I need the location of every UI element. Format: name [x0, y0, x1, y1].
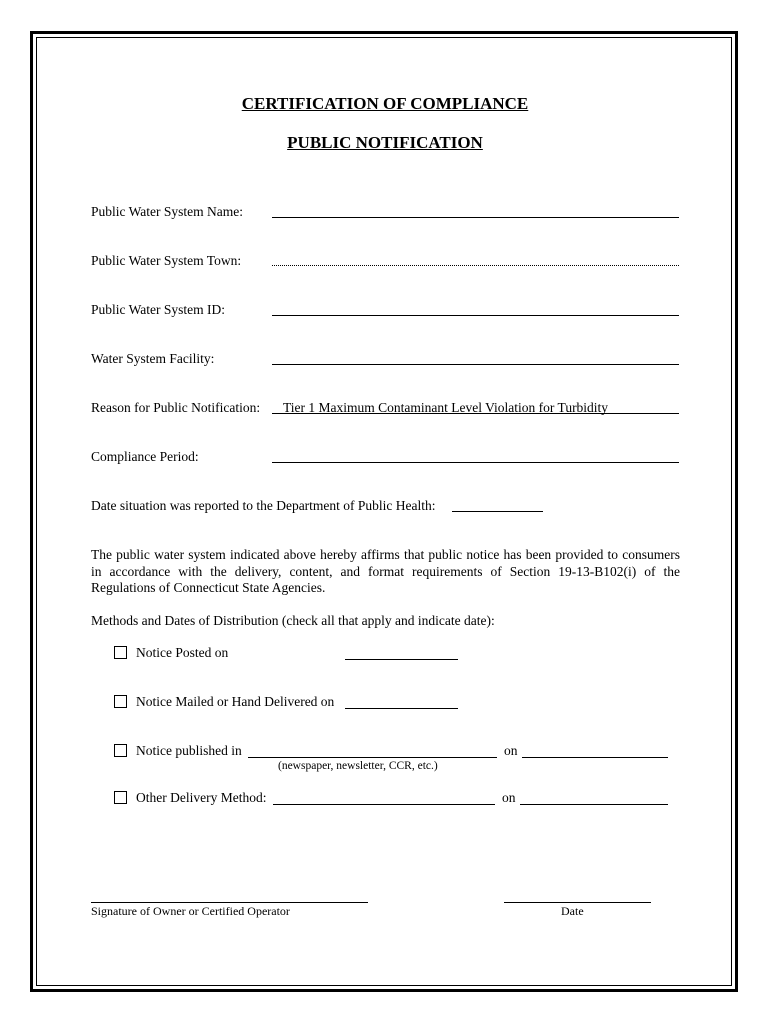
field-line-reason[interactable] — [272, 413, 679, 414]
published-label: Notice published in — [136, 743, 242, 758]
posted-label: Notice Posted on — [136, 645, 229, 660]
published-in-line[interactable] — [248, 757, 497, 758]
methods-heading: Methods and Dates of Distribution (check all that apply and indicate date): — [91, 613, 495, 628]
other-date-line[interactable] — [520, 804, 668, 805]
date-reported-label: Date situation was reported to the Department of Public Health: — [91, 498, 436, 513]
signature-date-line[interactable] — [504, 902, 651, 903]
published-date-line[interactable] — [522, 757, 668, 758]
field-label-reason: Reason for Public Notification: — [91, 400, 261, 415]
field-line-compliance-period[interactable] — [272, 462, 679, 463]
posted-date-line[interactable] — [345, 659, 458, 660]
signature-label: Signature of Owner or Certified Operator — [91, 904, 290, 918]
field-line-system-town[interactable] — [272, 265, 679, 266]
mailed-label: Notice Mailed or Hand Delivered on — [136, 694, 335, 709]
other-method-line[interactable] — [273, 804, 495, 805]
posted-checkbox[interactable] — [114, 646, 127, 659]
field-label-system-name: Public Water System Name: — [91, 204, 244, 219]
field-label-system-town: Public Water System Town: — [91, 253, 242, 268]
published-hint: (newspaper, newsletter, CCR, etc.) — [278, 760, 438, 772]
signature-date-label: Date — [561, 904, 584, 918]
date-reported-line[interactable] — [452, 511, 543, 512]
document-subtitle: PUBLIC NOTIFICATION — [287, 133, 483, 152]
field-line-system-id[interactable] — [272, 315, 679, 316]
other-checkbox[interactable] — [114, 791, 127, 804]
field-label-facility: Water System Facility: — [91, 351, 215, 366]
field-line-system-name[interactable] — [272, 217, 679, 218]
other-on-label: on — [502, 790, 516, 805]
published-on-label: on — [504, 743, 518, 758]
signature-line[interactable] — [91, 902, 368, 903]
published-checkbox[interactable] — [114, 744, 127, 757]
other-label: Other Delivery Method: — [136, 790, 267, 805]
mailed-date-line[interactable] — [345, 708, 458, 709]
field-label-system-id: Public Water System ID: — [91, 302, 226, 317]
field-value-reason: Tier 1 Maximum Contaminant Level Violation for Turbidity — [283, 400, 609, 415]
mailed-checkbox[interactable] — [114, 695, 127, 708]
document-title: CERTIFICATION OF COMPLIANCE — [241, 94, 529, 113]
field-label-compliance-period: Compliance Period: — [91, 449, 199, 464]
affirmation-text: The public water system indicated above hereby affirms that public notice has been provided to consumers in accordance with the delivery, content, and format requirements of Section 19-13-B102(i) of the Regulations of Connecticut State Agencies. — [91, 547, 680, 595]
field-line-facility[interactable] — [272, 364, 679, 365]
